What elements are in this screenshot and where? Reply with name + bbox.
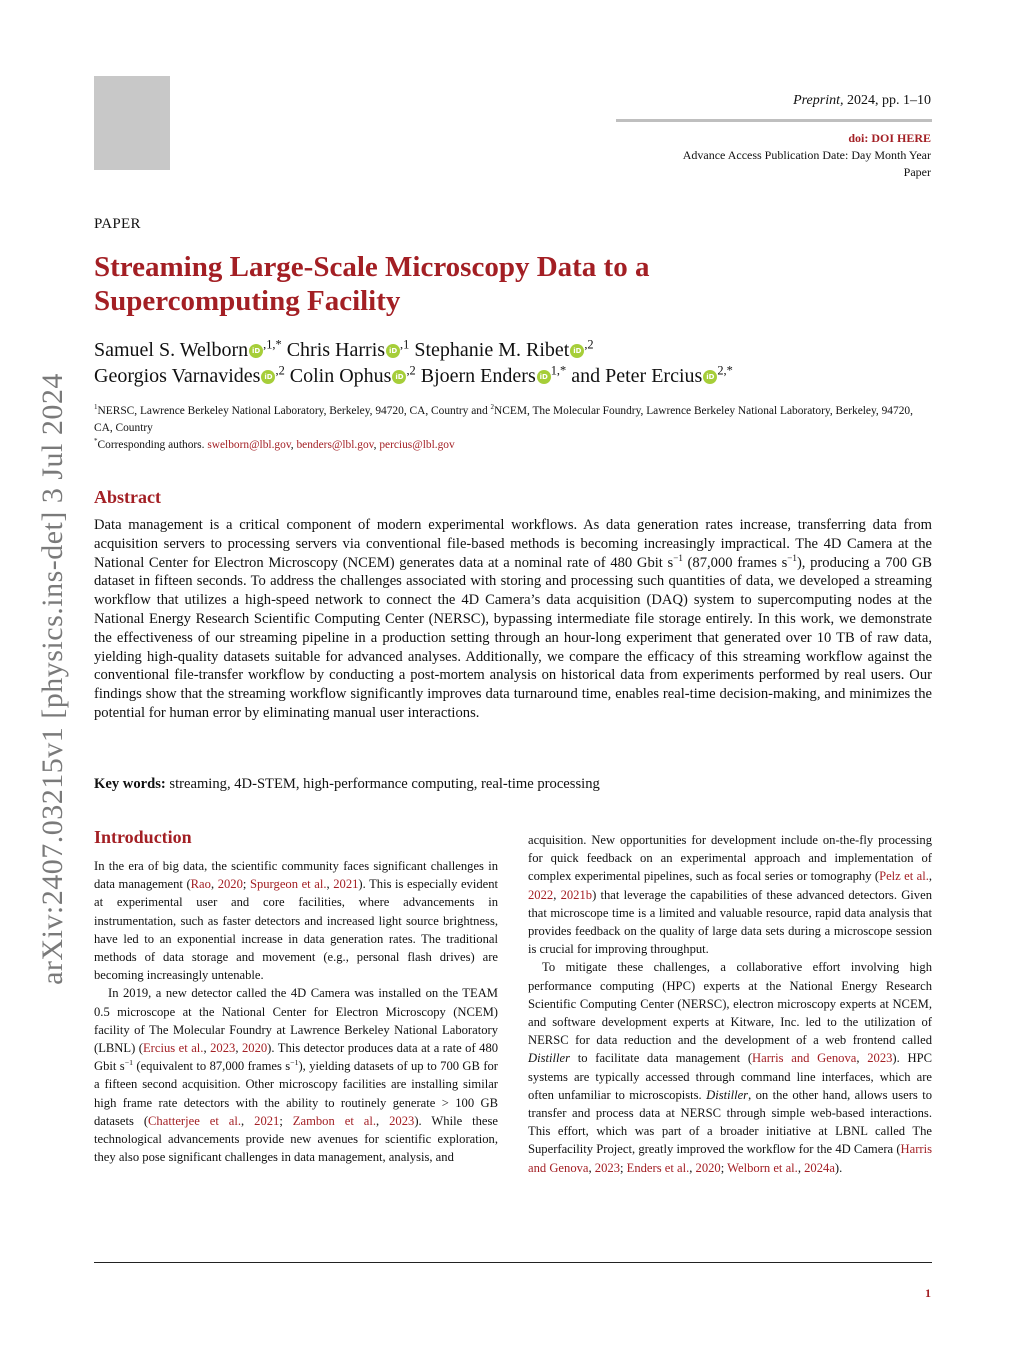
abstract-text: ), producing a 700 GB dataset in fifteen seconds. To address the challenges associated with storing and processing such quantities of data, we developed a streaming workflow that utilizes a high-speed network to connect the 4D Camera’s data acquisition (DAQ) system to supercomputing nodes at the National Energy Research Scientific Computing Center (NERSC), bypassing intermediate file storage entirely. In this work, we demonstrate the effectiveness of our streaming pipeline in a production setting through an hour-long experiment that generated over 10 TB of raw data, yielding high-quality datasets suitable for advanced analyses. Additionally, we compare the efficacy of this streaming workflow against the conventional file-transfer workflow by conducting a post-mortem analysis on historical data from experiments performed by real users. Our findings show that the streaming workflow significantly improves data turnaround time, enables real-time decision-making, and minimizes the potential for human error by eliminating manual user interactions. [94,554,932,721]
author-list [94,337,934,389]
intro-right-column [528,831,932,1177]
intro-left-column [94,857,498,1166]
author-name: Bjoern Enders [415,365,536,387]
affil-nersc: NERSC, Lawrence Berkeley National Laboratory, Berkeley, 94720, CA, Country and [97,405,491,417]
doi-line[interactable]: doi: DOI HERE [848,131,931,145]
text: acquisition. New opportunities for development include on-the-fly processing for quick feedback on an experimental approach and implementation of complex experimental pipelines, such as focal series or tomography ( [528,833,932,884]
author-affil-sup: ,2 [584,337,594,352]
footer-rule [94,1262,932,1263]
paragraph [94,984,498,1166]
author-line-2 [94,363,934,389]
email-link[interactable]: swelborn@lbl.gov [207,439,291,451]
citation-link[interactable]: 2020 [241,1041,268,1056]
sup: −1 [124,1058,133,1068]
keywords [94,776,600,793]
text: , [210,877,218,892]
orcid-icon[interactable]: iD [703,370,717,384]
citation-link[interactable]: 2020 [217,877,243,892]
affiliations [94,403,934,454]
corr-sup: * [94,437,98,446]
separator: , [373,439,380,451]
affil-sup: 2 [490,403,495,412]
author-affil-sup: 1,* [550,363,567,378]
preprint-journal: Preprint, [793,93,844,108]
text: ; [242,877,250,892]
page-number: 1 [925,1286,931,1300]
paper-title [94,250,914,318]
header-rule [616,119,932,122]
arxiv-identifier: arXiv:2407.03215v1 [physics.ins-det] 3 Jul 2024 [36,373,69,985]
corr-label: Corresponding authors. [97,439,208,451]
citation-link[interactable]: Harris and Genova [528,1142,932,1175]
author-affil-sup: ,1,* [263,337,282,352]
citation-link[interactable]: 2022 [528,887,554,902]
citation-link[interactable]: Enders et al. [626,1160,690,1175]
corresponding-authors [94,437,934,454]
author-name: Stephanie M. Ribet [409,339,570,361]
text: ). HPC systems are typically accessed through command line interfaces, which are often unfamiliar to microscopists. [528,1051,932,1102]
keywords-list: streaming, 4D-STEM, high-performance computing, real-time processing [165,776,600,792]
citation-link[interactable]: Ercius et al. [142,1041,204,1056]
introduction-heading: Introduction [94,827,192,847]
citation-link[interactable]: Welborn et al. [727,1160,798,1175]
abstract-body [94,516,932,723]
text: , on the other hand, allows users to transfer and process data at NERSC through simple web-based interactions. This effort, which was part of a broader initiative at LBNL called The Superfacility Project, greatly improved the workflow for the 4D Camera ( [528,1087,932,1157]
text: ). [834,1160,843,1175]
text: , [326,877,334,892]
text: ) that leverage the capabilities of these advanced detectors. Given that microscope time is a limited and valuable resource, rapid data analysis that provides feedback on the quality of large data sets during a microscope session is crucial for improving throughput. [528,887,932,957]
abstract-heading: Abstract [94,487,161,507]
affiliation-text [94,403,934,437]
text: ). This detector produces data at a rate of 480 Gbit s [94,1041,499,1074]
email-link[interactable]: benders@lbl.gov [296,439,374,451]
text: , [203,1041,211,1056]
citation-link[interactable]: 2020 [695,1160,721,1175]
orcid-icon[interactable]: iD [537,370,551,384]
citation-link[interactable]: Chatterjee et al. [148,1113,242,1128]
citation-link[interactable]: 2023 [389,1113,415,1128]
text: , [588,1160,595,1175]
orcid-icon[interactable]: iD [386,344,400,358]
citation-link[interactable]: 2024a [804,1160,835,1175]
preprint-pages: 2024, pp. 1–10 [843,93,931,108]
text: ; [279,1113,293,1128]
affil-sup: 1 [94,403,98,412]
orcid-icon[interactable]: iD [249,344,263,358]
text: , [553,887,561,902]
text: In 2019, a new detector called the 4D Camera was installed on the TEAM 0.5 microscope at the National Center for Electron Microscopy (NCEM) facility of The Molecular Foundry at Lawrence Berkeley National Laboratory (LBNL) ( [94,986,498,1056]
author-affil-sup: ,1 [400,337,410,352]
paragraph [94,857,498,984]
author-line-1 [94,337,934,363]
text: ; [720,1160,728,1175]
text: , [235,1041,242,1056]
journal-logo-placeholder [94,76,170,170]
citation-link[interactable]: Rao [190,877,211,892]
citation-link[interactable]: Zambon et al. [292,1113,377,1128]
author-name: Colin Ophus [284,365,392,387]
paragraph [528,831,932,958]
author-name: Georgios Varnavides [94,365,261,387]
preprint-line [793,93,931,109]
text: , [856,1051,868,1066]
citation-link[interactable]: Spurgeon et al. [249,877,327,892]
text: ). This is especially evident at experimental user and core facilities, where advancements in instrumentation, such as faster detectors and increased light source brightness, have led to an exponential increase in data generation rates. The traditional methods of data storage and movement (e.g., personal flash drives) are becoming increasingly untenable. [94,877,499,983]
abstract-text: (87,000 frames s [682,554,788,571]
text: ; [619,1160,627,1175]
author-name: Chris Harris [281,339,386,361]
text: , [376,1113,390,1128]
abstract-sup: −1 [787,552,797,563]
keywords-label: Key words: [94,776,166,792]
text: , [928,869,932,884]
separator: , [290,439,297,451]
text: (equivalent to 87,000 frames s [132,1059,291,1074]
author-name: Samuel S. Welborn [94,339,249,361]
citation-link[interactable]: 2021 [254,1113,280,1128]
distiller-name: Distiller [706,1087,749,1102]
publication-date-line: Advance Access Publication Date: Day Month Year [682,148,931,162]
orcid-icon[interactable]: iD [570,344,584,358]
author-affil-sup: ,2 [275,363,285,378]
text: , [241,1113,255,1128]
paper-type: Paper [903,165,931,179]
citation-link[interactable]: 2021 [333,877,359,892]
affil-ncem: NCEM, The Molecular Foundry, Lawrence Berkeley National Laboratory, Berkeley, 94720, CA, Country [94,405,913,434]
text: ), yielding datasets of up to 700 GB for a fifteen second acquisition. Other microscopy facilities are installing similar high frame rate detectors with the ability to routinely generate > 100 GB datasets ( [94,1059,498,1128]
paper-label: PAPER [94,216,141,232]
title-line-2: Supercomputing Facility [94,285,401,317]
paragraph [528,958,932,1176]
distiller-name: Distiller [528,1051,570,1066]
citation-link[interactable]: 2021b [560,887,593,902]
text: To mitigate these challenges, a collaborative effort involving high performance computing (HPC) experts at the National Energy Research Scientific Computing Center (NERSC), electron microscopy experts at NCEM, and software development experts at Kitware, Inc. led to the utilization of NERSC for data reduction and the development of a web frontend called [528,960,932,1048]
citation-link[interactable]: Pelz et al. [879,869,929,884]
citation-link[interactable]: 2023 [210,1041,236,1056]
text: to facilitate data management ( [569,1051,753,1066]
orcid-icon[interactable]: iD [261,370,275,384]
abstract-text: Data management is a critical component of modern experimental workflows. As data generation rates increase, transferring data from acquisition servers to processing servers via conventional file-based methods is becoming increasingly impractical. The 4D Camera at the National Center for Electron Microscopy (NCEM) generates data at a nominal rate of 480 Gbit s [94,517,932,571]
author-name: and Peter Ercius [566,365,703,387]
abstract-sup: −1 [673,552,683,563]
text: , [797,1160,805,1175]
author-affil-sup: ,2 [406,363,416,378]
sup: −1 [290,1058,299,1068]
orcid-icon[interactable]: iD [392,370,406,384]
citation-link[interactable]: 2023 [594,1160,620,1175]
text: In the era of big data, the scientific community faces significant challenges in data management ( [94,859,498,892]
author-affil-sup: 2,* [717,363,733,378]
text: ). While these technological advancements provide new avenues for scientific exploration, they also pose significant challenges in data management, analysis, and [94,1113,498,1165]
citation-link[interactable]: Harris and Genova [752,1051,857,1066]
text: , [689,1160,696,1175]
citation-link[interactable]: 2023 [867,1051,893,1066]
email-link[interactable]: percius@lbl.gov [379,439,455,451]
title-line-1: Streaming Large-Scale Microscopy Data to a [94,251,650,283]
